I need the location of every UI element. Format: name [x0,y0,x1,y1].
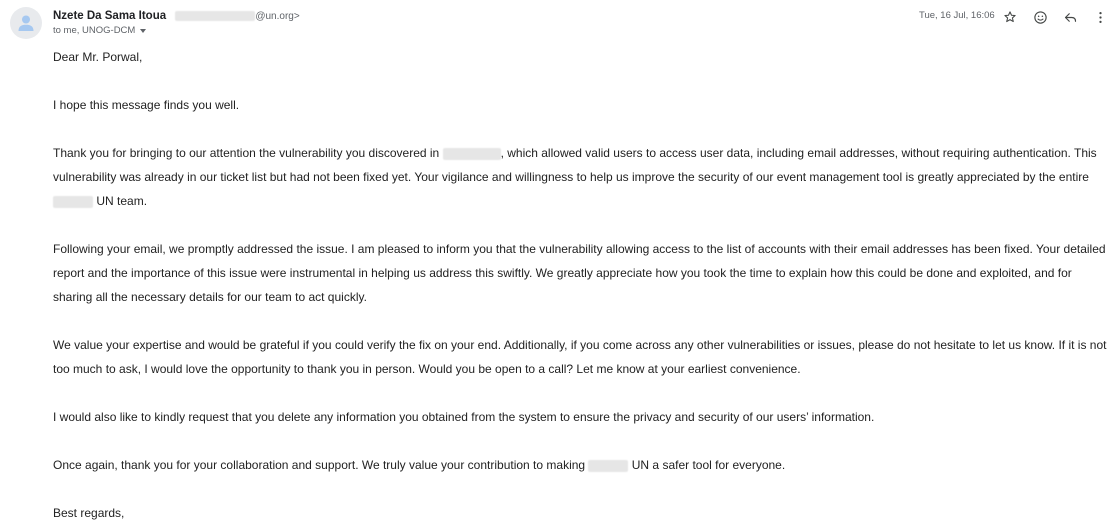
reply-button[interactable] [1059,6,1081,28]
redacted-tool-name [588,460,628,472]
star-icon [1003,10,1017,24]
recipients-label: to me, UNOG-DCM [53,25,136,36]
greeting: Dear Mr. Porwal, [53,50,143,64]
paragraph-2-middle: , which allowed valid users to access user data, including email addresses, without requiring authentication. This vulnerability was already in our ticket list but had not been fixed yet. Your vigilance and willingness to help us improve the security of our event management tool is greatly appreciated by the entire [53,146,1097,184]
email-body [53,45,1113,532]
more-vert-icon [1093,10,1108,25]
sender-line [53,9,300,24]
more-options-button[interactable] [1089,6,1111,28]
redacted-team-name [53,196,93,208]
closing: Best regards, [53,506,125,520]
paragraph-2-start: Thank you for bringing to our attention the vulnerability you discovered in [53,146,440,160]
redacted-product-name [443,148,501,160]
body-paragraph-2 [53,141,1113,213]
person-icon [10,7,42,39]
star-button[interactable] [999,6,1021,28]
sender-avatar[interactable] [10,7,42,39]
email-date: Tue, 16 Jul, 16:06 [919,10,995,21]
paragraph-2-end: UN team. [96,194,148,208]
body-paragraph-5: I would also like to kindly request that you delete any information you obtained from the system to ensure the privacy and security of our users’ information. [53,410,875,424]
paragraph-6-end: UN a safer tool for everyone. [631,458,786,472]
sender-email [175,11,299,22]
redacted-email-local-part [175,11,255,21]
recipients-summary[interactable] [53,24,146,38]
emoji-icon [1033,10,1048,25]
reply-icon [1063,10,1078,25]
body-paragraph-4: We value your expertise and would be grateful if you could verify the fix on your end. Additionally, if you come across any other vulnerabilities or issues, please do not hesitate to let us know. If it is not too much to ask, I would love the opportunity to thank you in person. Would you be open to a call? Let me know at your earliest convenience. [53,338,1107,376]
show-details-caret-icon[interactable] [140,29,146,33]
body-paragraph-6 [53,453,1113,477]
paragraph-6-start: Once again, thank you for your collaboration and support. We truly value your contribution to making [53,458,586,472]
body-paragraph-1: I hope this message finds you well. [53,98,240,112]
sender-email-domain: @un.org> [255,11,300,22]
add-reaction-button[interactable] [1029,6,1051,28]
sender-name[interactable]: Nzete Da Sama Itoua [53,10,167,22]
body-paragraph-3: Following your email, we promptly addressed the issue. I am pleased to inform you that the vulnerability allowing access to the list of accounts with their email addresses has been fixed. Your detailed report and the importance of this issue were instrumental in helping us address this swiftly. We greatly appreciate how you took the time to explain how this could be done and exploited, and for sharing all the necessary details for our team to act quickly. [53,242,1106,304]
